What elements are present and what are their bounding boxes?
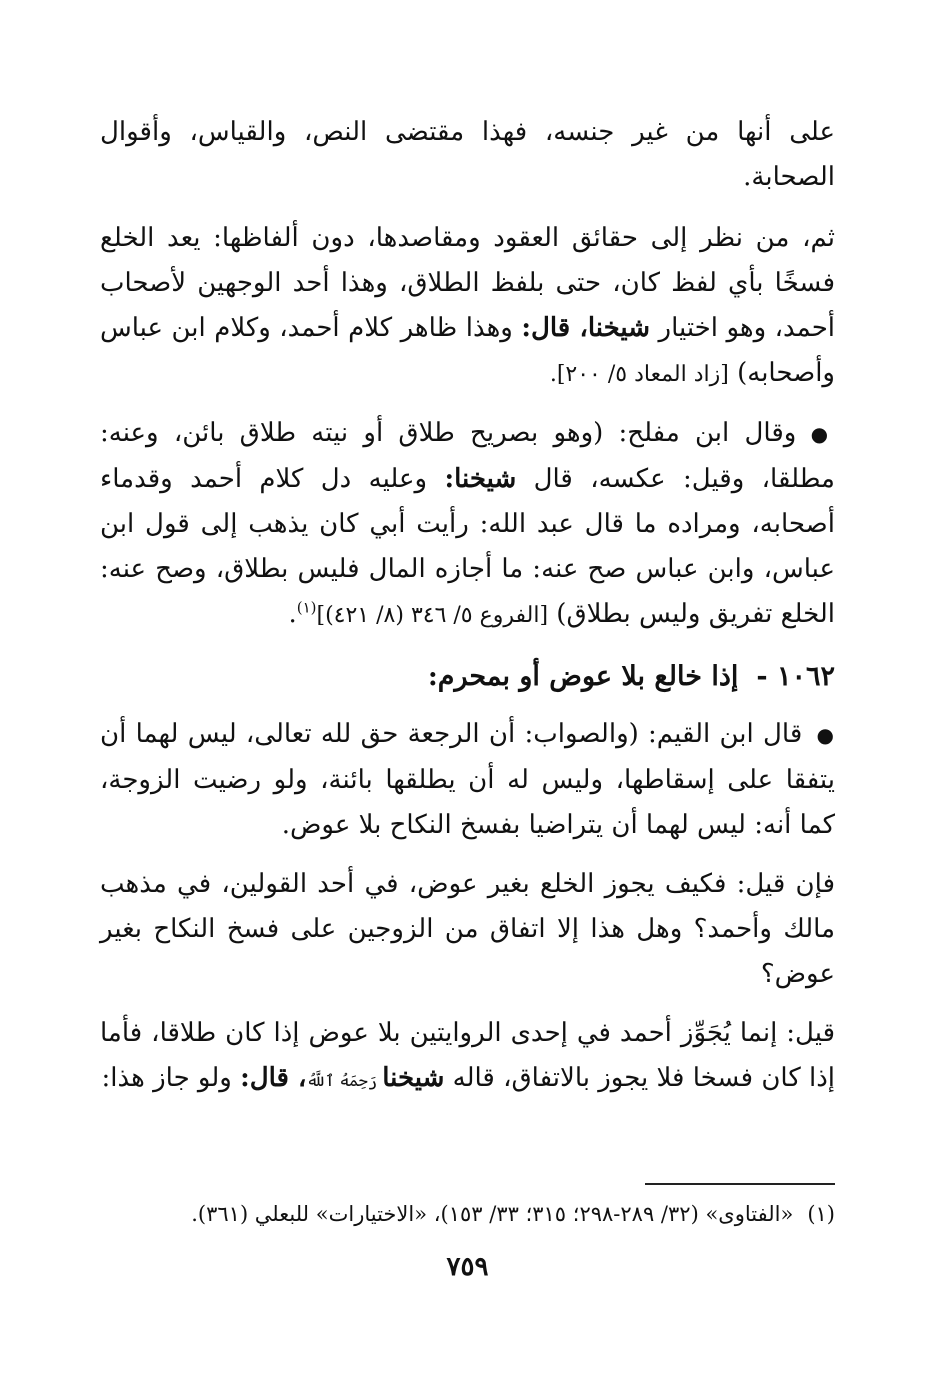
honorific-glyph: رَحِمَهُ ٱللَّهُ [306, 1071, 383, 1090]
paragraph-3 [100, 411, 835, 638]
paragraph-6 [100, 1011, 835, 1103]
footnote-text: «الفتاوى» (٣٢/ ٢٨٩-٢٩٨؛ ٣١٥؛ ٣٣/ ١٥٣)، «الاختيارات» للبعلي (٣٦١). [191, 1202, 794, 1226]
bullet-icon: ● [810, 422, 836, 446]
footnote-number: (١) [807, 1202, 835, 1226]
paragraph-6-text-b: ولو جاز هذا: [101, 1063, 241, 1093]
qal-label: قال: [521, 313, 580, 343]
footnote-divider [645, 1183, 835, 1185]
paragraph-6-text-a: قيل: إنما يُجَوِّز أحمد في إحدى الروايتين بلا عوض إذا كان طلاقا، فأما إذا كان فسخا فلا يجوز بالاتفاق، قاله [100, 1018, 835, 1093]
paragraph-3-text-b: وعليه دل كلام أحمد وقدماء أصحابه، ومراده ما قال عبد الله: رأيت أبي كان يذهب إلى قول ابن عباس، وابن عباس صح عنه: ما أجازه المال فليس بطلاق، وصح عنه: الخلع تفريق وليس بطلاق) [100, 464, 835, 629]
main-text [100, 110, 835, 1117]
qal-label: ، قال: [240, 1063, 307, 1093]
paragraph-5-text: فإن قيل: فكيف يجوز الخلع بغير عوض، في أحد القولين، في مذهب مالك وأحمد؟ وهل هذا إلا اتفاق من الزوجين على فسخ النكاح بغير عوض؟ [100, 869, 835, 989]
citation: [الفروع ٥/ ٣٤٦ (٨/ ٤٢١)] [316, 603, 549, 628]
paragraph-1 [100, 110, 835, 200]
paragraph-3-end: . [288, 599, 297, 629]
shaykh-label: شيخنا [382, 1063, 445, 1093]
paragraph-5 [100, 862, 835, 997]
footnote [100, 1196, 835, 1232]
paragraph-2-text-a: ثم، من نظر إلى حقائق العقود ومقاصدها، دون ألفاظها: يعد الخلع فسخًا بأي لفظ كان، حتى بلفظ الطلاق، وهذا أحد الوجهين لأصحاب أحمد، وهو اختيار [100, 223, 835, 343]
paragraph-2-text-b: وهذا ظاهر كلام أحمد، وكلام ابن عباس وأصحابه) [100, 313, 835, 388]
bullet-icon: ● [816, 723, 835, 747]
paragraph-3-text-a: وقال ابن مفلح: (وهو بصريح طلاق أو نيته طلاق بائن، وعنه: مطلقا، وقيل: عكسه، قال [100, 418, 835, 494]
paragraph-1-text: على أنها من غير جنسه، فهذا مقتضى النص، والقياس، وأقوال الصحابة. [100, 117, 835, 192]
paragraph-4-text: قال ابن القيم: (والصواب: أن الرجعة حق لله تعالى، ليس لهما أن يتفقا على إسقاطها، وليس له أن يطلقها بائنة، ولو رضيت الزوجة، كما أنه: ليس لهما أن يتراضيا بفسخ النكاح بلا عوض. [100, 719, 835, 840]
paragraph-4 [100, 712, 835, 848]
citation: [زاد المعاد ٥/ ٢٠٠]. [549, 362, 729, 387]
footnote-reference[interactable]: (١) [296, 598, 317, 617]
shaykh-label: شيخنا: [444, 464, 517, 494]
shaykh-label: شيخنا، [579, 313, 651, 343]
section-number: ١٠٦٢ - [756, 661, 835, 692]
section-heading [100, 652, 835, 702]
paragraph-2 [100, 216, 835, 397]
section-title: إذا خالع بلا عوض أو بمحرم: [427, 661, 739, 692]
page-number: ٧٥٩ [446, 1252, 489, 1282]
